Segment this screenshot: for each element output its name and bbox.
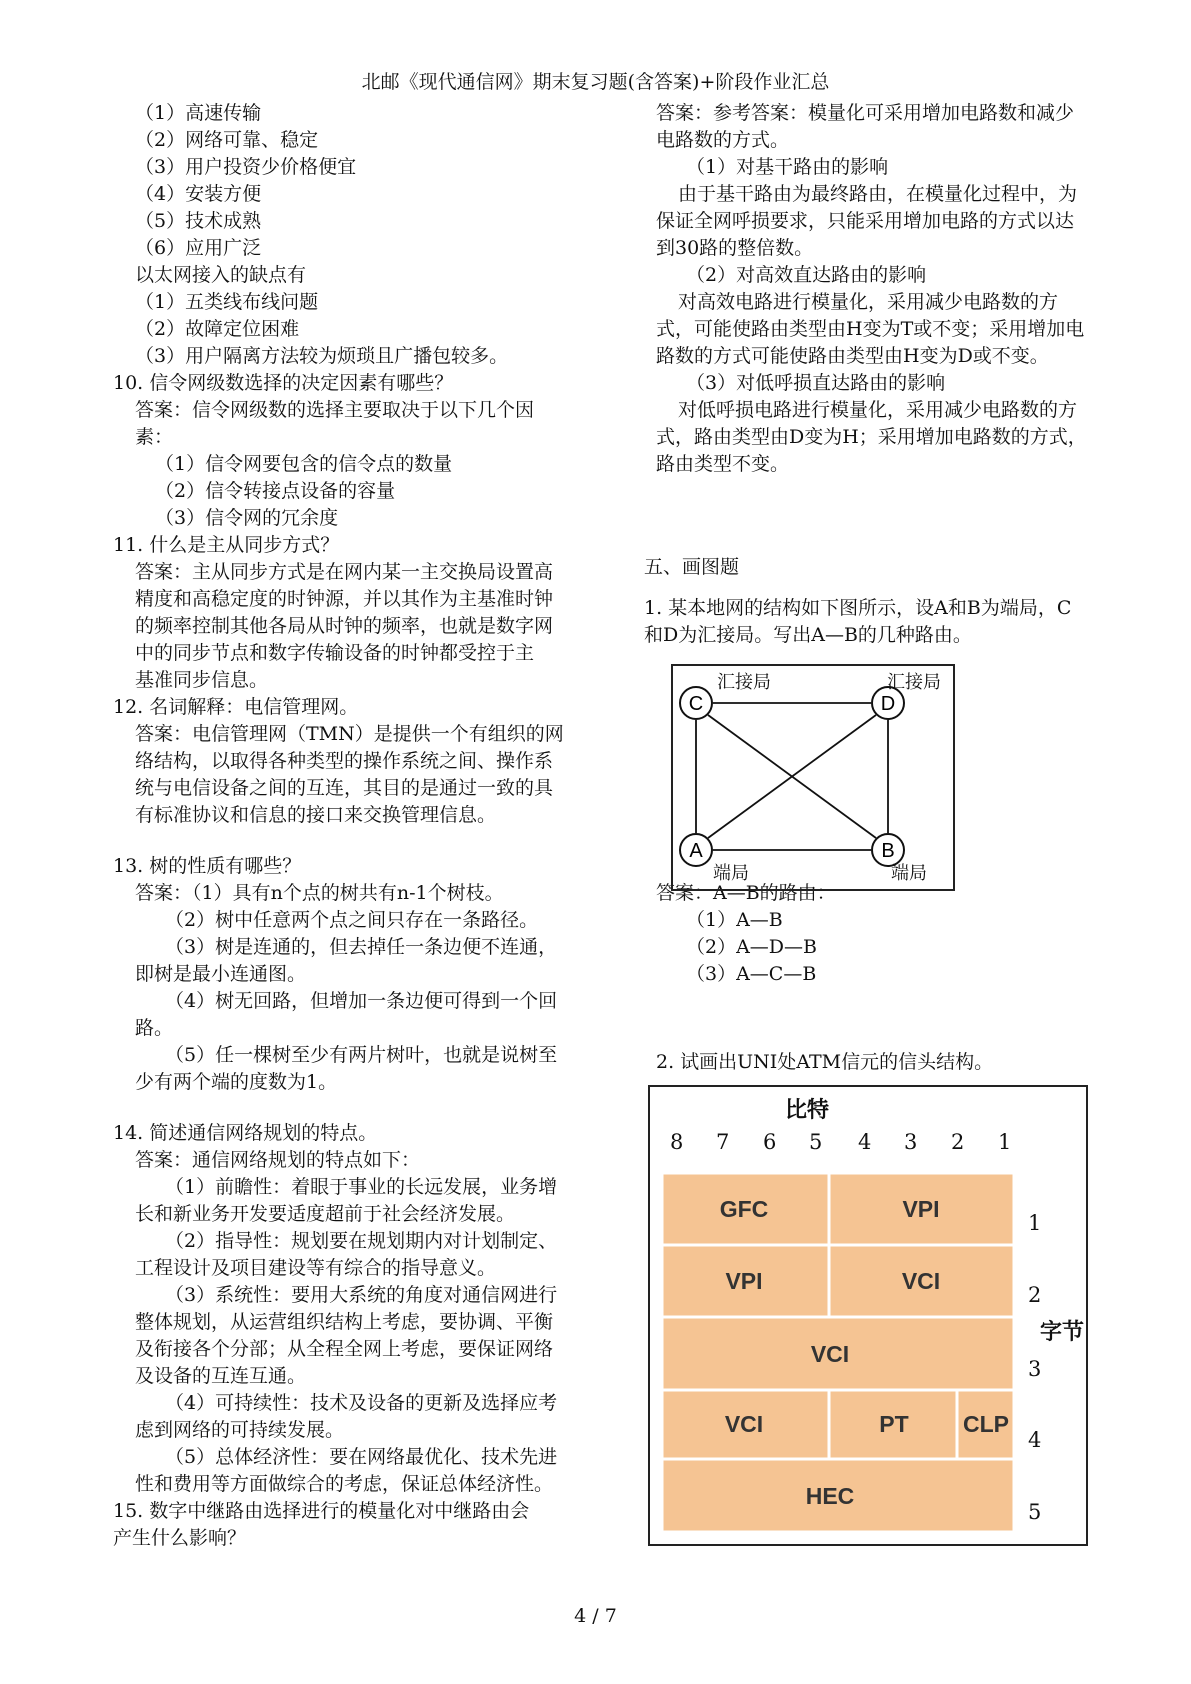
- network-figure: [671, 664, 955, 891]
- text-line: 对高效电路进行模量化，采用减少电路数的方: [678, 291, 1059, 313]
- text-line: 中的同步节点和数字传输设备的时钟都受控于主: [135, 642, 535, 664]
- text-line: 路。: [135, 1017, 174, 1039]
- text-line: 答案：参考答案：模量化可采用增加电路数和减少: [656, 102, 1075, 124]
- label-top-right: 汇接局: [887, 672, 941, 693]
- text-line: 答案：通信网络规划的特点如下：: [135, 1149, 421, 1171]
- text-line: 答案：电信管理网（TMN）是提供一个有组织的网: [135, 723, 564, 745]
- bit-number: 8: [670, 1130, 684, 1154]
- node-a: [680, 834, 712, 866]
- text-line: 式，路由类型由D变为H；采用增加电路数的方式，: [656, 426, 1087, 448]
- text-line: 电路数的方式。: [656, 129, 790, 151]
- question-15: 15. 数字中继路由选择进行的模量化对中继路由会: [113, 1500, 530, 1522]
- question-13: 13. 树的性质有哪些？: [113, 855, 302, 877]
- bit-number: 1: [998, 1130, 1012, 1154]
- figure-title-bits: 比特: [785, 1097, 830, 1123]
- text-line: 少有两个端的度数为1。: [135, 1071, 338, 1093]
- byte-number: 5: [1028, 1500, 1042, 1524]
- left-column: [113, 100, 598, 1552]
- text-line: （4）可持续性：技术及设备的更新及选择应考: [165, 1392, 558, 1414]
- text-line: 路数的方式可能使路由类型由H变为D或不变。: [656, 345, 1049, 367]
- page-header: 北邮《现代通信网》期末复习题(含答案)+阶段作业汇总: [361, 71, 830, 93]
- text-line: 统与电信设备之间的互连，其目的是通过一致的具: [135, 777, 554, 799]
- text-line: 产生什么影响？: [113, 1527, 247, 1549]
- byte-number: 2: [1028, 1283, 1042, 1307]
- text-line: （3）对低呼损直达路由的影响: [686, 372, 946, 394]
- bit-number: 4: [858, 1130, 872, 1154]
- text-line: 及设备的互连互通。: [135, 1365, 307, 1387]
- question-12: 12. 名词解释：电信管理网。: [113, 696, 359, 718]
- text-line: 整体规划，从运营组织结构上考虑，要协调、平衡: [135, 1311, 554, 1333]
- page-number: 4 / 7: [574, 1605, 617, 1627]
- node-label: B: [881, 840, 895, 862]
- text-line: （1）前瞻性：着眼于事业的长远发展，业务增: [165, 1176, 558, 1198]
- text-line: 路由类型不变。: [656, 453, 790, 475]
- section-heading: 五、画图题: [644, 556, 740, 578]
- text-line: （5）任一棵树至少有两片树叶，也就是说树至: [165, 1044, 558, 1066]
- field-label: VPI: [902, 1196, 940, 1222]
- bit-number: 5: [809, 1130, 823, 1154]
- text-line: （2）指导性：规划要在规划期内对计划制定、: [165, 1230, 558, 1252]
- text-line: （3）系统性：要用大系统的角度对通信网进行: [165, 1284, 558, 1306]
- text-line: 的频率控制其他各局从时钟的频率，也就是数字网: [135, 615, 554, 637]
- route-item: （1）A—B: [686, 909, 783, 931]
- text-line: 保证全网呼损要求，只能采用增加电路的方式以达: [656, 210, 1075, 232]
- bit-number: 2: [951, 1130, 965, 1154]
- field-label: VPI: [725, 1268, 763, 1294]
- text-line: 虑到网络的可持续发展。: [135, 1419, 345, 1441]
- text-line: 式，可能使路由类型由H变为T或不变；采用增加电: [656, 318, 1085, 340]
- right-column: [644, 100, 1126, 1076]
- node-b: [872, 834, 904, 866]
- text-line: （2）故障定位困难: [135, 318, 300, 340]
- text-line: （2）信令转接点设备的容量: [155, 480, 396, 502]
- node-label: A: [689, 840, 703, 862]
- field-label: PT: [879, 1411, 909, 1437]
- text-line: 络结构，以取得各种类型的操作系统之间、操作系: [135, 750, 554, 772]
- field-label: VCI: [810, 1341, 850, 1367]
- text-line: 长和新业务开发要适度超前于社会经济发展。: [135, 1203, 516, 1225]
- bit-number: 3: [904, 1130, 918, 1154]
- text-line: （4）安装方便: [135, 183, 262, 205]
- text-line: （5）总体经济性：要在网络最优化、技术先进: [165, 1446, 558, 1468]
- text-line: （3）树是连通的，但去掉任一条边便不连通，: [165, 936, 558, 958]
- text-line: （1）对基干路由的影响: [686, 156, 889, 178]
- question-draw-1: 1. 某本地网的结构如下图所示，设A和B为端局，C: [644, 597, 1072, 619]
- atm-header-figure: [648, 1085, 1088, 1546]
- text-line: （2）树中任意两个点之间只存在一条路径。: [165, 909, 539, 931]
- field-label: VCI: [724, 1411, 764, 1437]
- label-bottom-right: 端局: [891, 863, 927, 884]
- text-line: 由于基干路由为最终路由，在模量化过程中，为: [678, 183, 1078, 205]
- text-line: （3）用户投资少价格便宜: [135, 156, 357, 178]
- text-line: （2）对高效直达路由的影响: [686, 264, 927, 286]
- question-10: 10. 信令网级数选择的决定因素有哪些？: [113, 372, 454, 394]
- node-c: [680, 687, 712, 719]
- text-line: （3）信令网的冗余度: [155, 507, 339, 529]
- text-line: 和D为汇接局。写出A—B的几种路由。: [644, 624, 972, 646]
- text-line: 性和费用等方面做综合的考虑，保证总体经济性。: [135, 1473, 554, 1495]
- bit-number: 7: [716, 1130, 730, 1154]
- text-line: 答案：信令网级数的选择主要取决于以下几个因: [135, 399, 535, 421]
- byte-number: 3: [1028, 1357, 1042, 1381]
- text-line: 答案：主从同步方式是在网内某一主交换局设置高: [135, 561, 554, 583]
- text-line: 及衔接各个分部；从全程全网上考虑，要保证网络: [135, 1338, 554, 1360]
- node-label: C: [688, 693, 704, 715]
- text-line: （4）树无回路，但增加一条边便可得到一个回: [165, 990, 558, 1012]
- text-line: （1）高速传输: [135, 102, 262, 124]
- text-line: 基准同步信息。: [135, 669, 269, 691]
- text-line: 素：: [135, 426, 174, 448]
- text-line: 以太网接入的缺点有: [135, 264, 307, 286]
- text-line: 有标准协议和信息的接口来交换管理信息。: [135, 804, 497, 826]
- byte-number: 4: [1028, 1428, 1042, 1452]
- text-line: 工程设计及项目建设等有综合的指导意义。: [135, 1257, 497, 1279]
- question-14: 14. 简述通信网络规划的特点。: [113, 1122, 378, 1144]
- field-label: GFC: [719, 1196, 769, 1222]
- text-line: 精度和高稳定度的时钟源，并以其作为主基准时钟: [135, 588, 554, 610]
- text-line: 对低呼损电路进行模量化，采用减少电路数的方: [678, 399, 1078, 421]
- field-label: VCI: [901, 1268, 941, 1294]
- field-label: CLP: [963, 1411, 1009, 1437]
- label-top-left: 汇接局: [717, 672, 771, 693]
- text-line: （5）技术成熟: [135, 210, 262, 232]
- text-line: （3）用户隔离方法较为烦琐且广播包较多。: [135, 345, 509, 367]
- byte-label: 字节: [1040, 1319, 1085, 1345]
- field-label: HEC: [805, 1483, 855, 1509]
- text-line: 答案：（1）具有n个点的树共有n-1个树枝。: [135, 882, 504, 904]
- question-11: 11. 什么是主从同步方式？: [113, 534, 340, 556]
- route-item: （3）A—C—B: [686, 963, 817, 985]
- text-line: 答案：A—B的路由：: [656, 882, 836, 904]
- node-label: D: [880, 693, 896, 715]
- label-bottom-left: 端局: [713, 863, 749, 884]
- route-item: （2）A—D—B: [686, 936, 818, 958]
- bit-number: 6: [763, 1130, 777, 1154]
- question-draw-2: 2. 试画出UNI处ATM信元的信头结构。: [656, 1051, 994, 1073]
- text-line: 到30路的整倍数。: [656, 237, 814, 259]
- text-line: 即树是最小连通图。: [135, 963, 307, 985]
- text-line: （1）五类线布线问题: [135, 291, 319, 313]
- text-line: （1）信令网要包含的信令点的数量: [155, 453, 453, 475]
- text-line: （6）应用广泛: [135, 237, 262, 259]
- text-line: （2）网络可靠、稳定: [135, 129, 319, 151]
- byte-number: 1: [1028, 1211, 1042, 1235]
